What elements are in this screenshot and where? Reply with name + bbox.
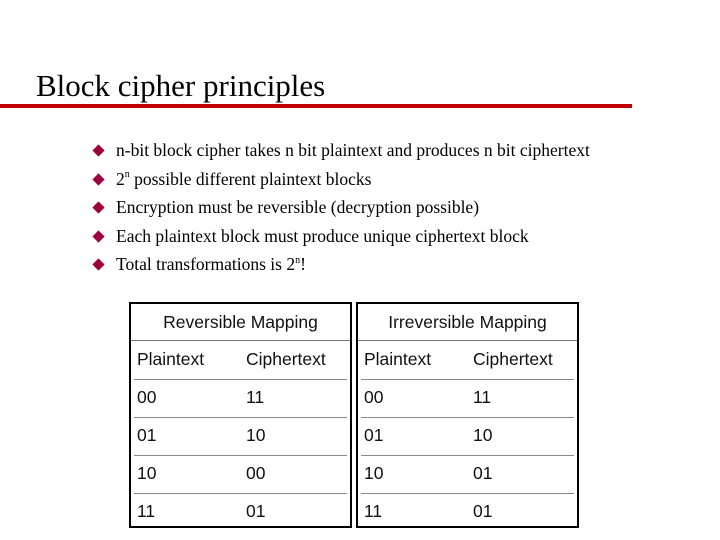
bullet-superscript: n — [295, 254, 301, 266]
ciphertext-cell: 10 — [473, 425, 493, 445]
column-header-ciphertext: Ciphertext — [246, 349, 326, 369]
table-header-row — [361, 342, 574, 380]
bullet-text: Encryption must be reversible (decryption possible) — [116, 197, 480, 218]
table-row — [134, 456, 347, 494]
table-row — [134, 494, 347, 531]
plaintext-cell: 11 — [137, 501, 156, 521]
table-grid — [361, 342, 574, 523]
slide-title: Block cipher principles — [36, 68, 326, 103]
irreversible-mapping-table — [356, 302, 579, 528]
bullet-list — [92, 137, 590, 280]
plaintext-cell: 01 — [364, 425, 384, 445]
bullet-text: n-bit block cipher takes n bit plaintext and produces n bit ciphertext — [116, 140, 590, 160]
bullet-text: 2 — [116, 168, 125, 189]
plaintext-cell: 10 — [137, 463, 157, 483]
table-row — [361, 380, 574, 418]
diamond-bullet-icon — [92, 230, 104, 242]
table-row — [361, 494, 574, 531]
column-header-plaintext: Plaintext — [364, 349, 432, 369]
table-title: Reversible Mapping — [131, 304, 350, 341]
bullet-text: Total transformations is 2 — [116, 254, 296, 275]
title-underline — [0, 104, 632, 108]
plaintext-cell: 10 — [364, 463, 384, 483]
bullet-item — [92, 166, 590, 195]
diamond-bullet-icon — [92, 202, 104, 214]
ciphertext-cell: 11 — [246, 387, 265, 407]
reversible-mapping-table — [129, 302, 352, 528]
diamond-bullet-icon — [92, 173, 104, 185]
ciphertext-cell: 11 — [473, 387, 492, 407]
table-row — [361, 418, 574, 456]
plaintext-cell: 11 — [364, 501, 383, 521]
bullet-item — [92, 251, 590, 280]
diamond-bullet-icon — [92, 144, 104, 156]
diamond-bullet-icon — [92, 259, 104, 271]
plaintext-cell: 00 — [364, 387, 384, 407]
bullet-item — [92, 223, 590, 252]
ciphertext-cell: 01 — [473, 501, 493, 521]
table-row — [134, 380, 347, 418]
ciphertext-cell: 01 — [473, 463, 493, 483]
bullet-text-cont: ! — [300, 254, 306, 275]
table-header-row — [134, 342, 347, 380]
table-grid — [134, 342, 347, 523]
table-row — [361, 456, 574, 494]
ciphertext-cell: 10 — [246, 425, 266, 445]
ciphertext-cell: 00 — [246, 463, 266, 483]
plaintext-cell: 00 — [137, 387, 157, 407]
bullet-item — [92, 137, 590, 166]
ciphertext-cell: 01 — [246, 501, 266, 521]
column-header-plaintext: Plaintext — [137, 349, 205, 369]
table-title: Irreversible Mapping — [358, 304, 577, 341]
plaintext-cell: 01 — [137, 425, 157, 445]
bullet-text: Each plaintext block must produce unique ciphertext block — [116, 225, 529, 246]
column-header-ciphertext: Ciphertext — [473, 349, 553, 369]
bullet-item — [92, 194, 590, 223]
bullet-superscript: n — [124, 168, 130, 180]
table-row — [134, 418, 347, 456]
bullet-text-cont: possible different plaintext blocks — [129, 168, 372, 189]
